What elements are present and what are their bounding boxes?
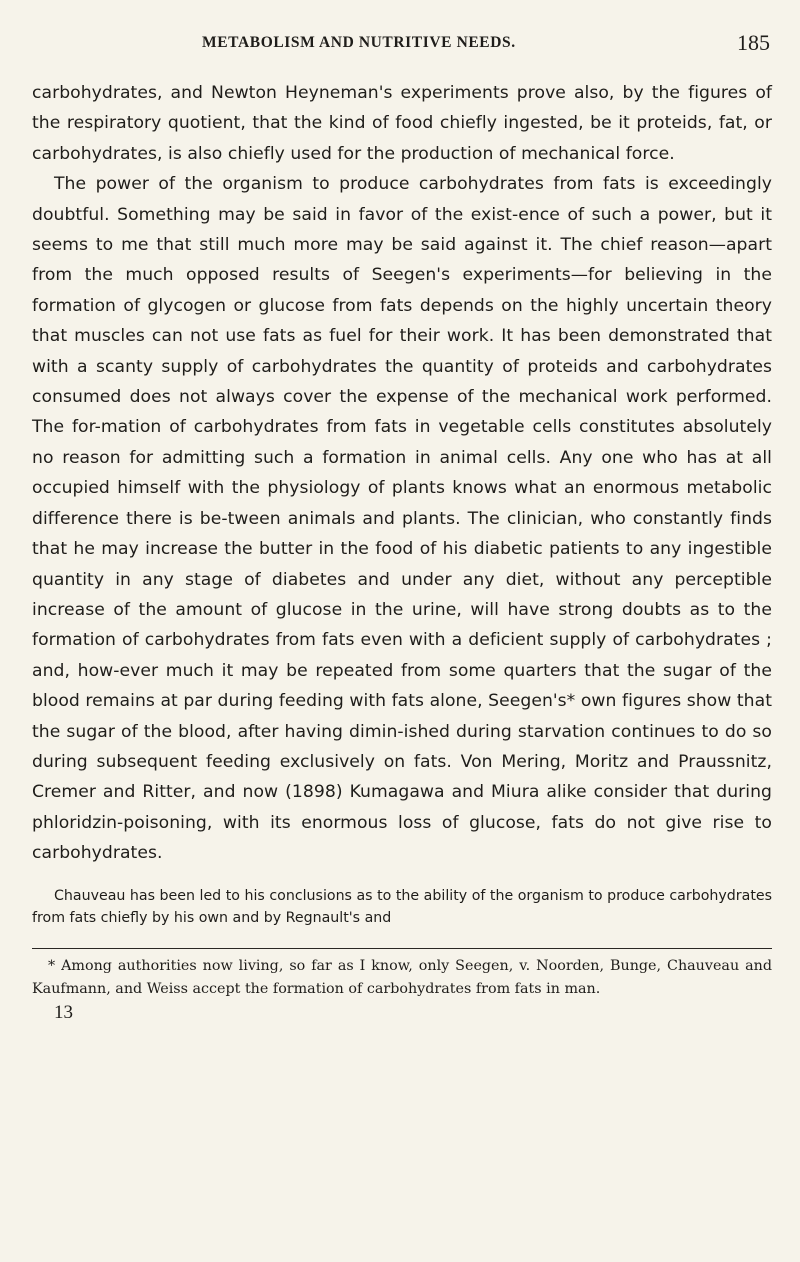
paragraph-continuation: carbohydrates, and Newton Heyneman's experiments prove also, by the figures of the respiratory quotient, that the kind of food chiefly ingested, be it proteids, fat, or carbohydrates, is also chiefly used for the production of mechanical force. <box>32 83 772 164</box>
footnote-rule <box>32 948 772 949</box>
signature-mark: 13 <box>54 1002 73 1024</box>
book-page <box>32 28 772 1024</box>
running-title: METABOLISM AND NUTRITIVE NEEDS. <box>202 34 516 51</box>
main-text <box>32 78 772 869</box>
small-paragraph: Chauveau has been led to his conclusions as to the ability of the organism to produce carbohydrates from fats chiefly by his own and by Regnault's and <box>32 887 772 927</box>
page-number: 185 <box>737 30 770 55</box>
running-head <box>32 28 772 64</box>
small-print-section <box>32 885 772 931</box>
paragraph-carbohydrates-from-fats: The power of the organism to produce carbohydrates from fats is exceedingly doubtful. Something may be said in favor of the exist-ence of such a power, but it seems to me that still much more may be said against it. The chief reason—apart from the much opposed results of Seegen's experiments—for believing in the formation of glycogen or glucose from fats depends on the highly uncertain theory that muscles can not use fats as fuel for their work. It has been demonstrated that with a scanty supply of carbohydrates the quantity of proteids and carbohydrates consumed does not always cover the expense of the mechanical work performed. The for-mation of carbohydrates from fats in vegetable cells constitutes absolutely no reason for admitting such a formation in animal cells. Any one who has at all occupied himself with the physiology of plants knows what an enormous metabolic difference there is be-tween animals and plants. The clinician, who constantly finds that he may increase the butter in the food of his diabetic patients to any ingestible quantity in any stage of diabetes and under any diet, without any perceptible increase of the amount of glucose in the urine, will have strong doubts as to the formation of carbohydrates from fats even with a deficient supply of carbohydrates ; and, how-ever much it may be repeated from some quarters that the sugar of the blood remains at par during feeding with fats alone, Seegen's* own figures show that the sugar of the blood, after having dimin-ished during starvation continues to do so during subsequent feeding exclusively on fats. Von Mering, Moritz and Praussnitz, Cremer and Ritter, and now (1898) Kumagawa and Miura alike consider that during phloridzin-poisoning, with its enormous loss of glucose, fats do not give rise to carbohydrates. <box>32 174 772 864</box>
footnote: * Among authorities now living, so far as I know, only Seegen, v. Noorden, Bunge, Chauveau and Kaufmann, and Weiss accept the formation of carbohydrates from fats in man. <box>32 958 772 997</box>
